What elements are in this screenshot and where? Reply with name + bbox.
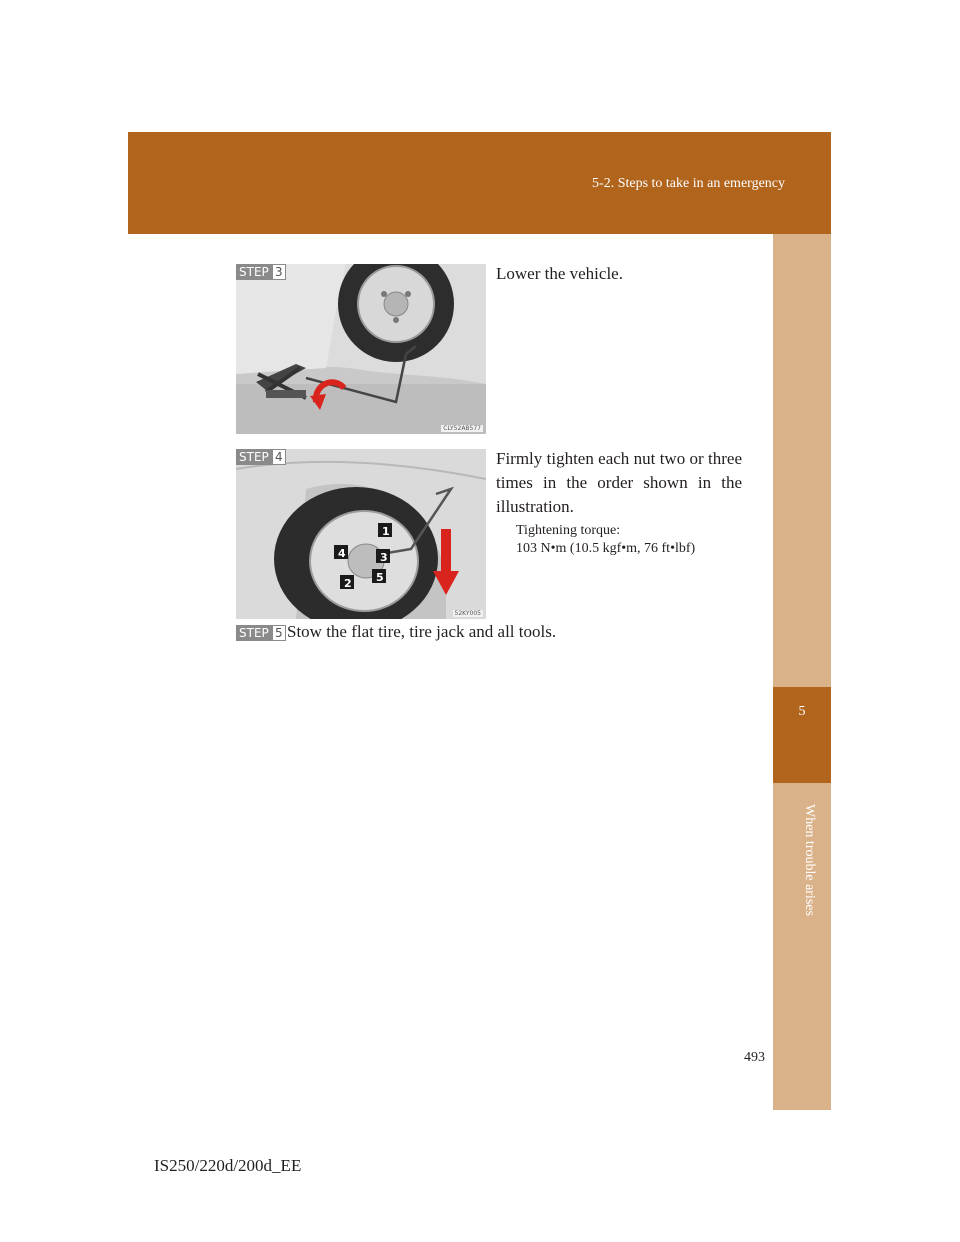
model-footer: IS250/220d/200d_EE (154, 1156, 302, 1175)
step5-badge-number: 5 (272, 625, 286, 641)
step3-badge-word: STEP (236, 264, 272, 280)
section-title: 5-2. Steps to take in an emergency (592, 176, 785, 191)
chapter-number: 5 (798, 704, 806, 719)
lower-vehicle-drawing (236, 264, 486, 434)
step3-instruction: Lower the vehicle. (496, 264, 623, 283)
chapter-side-tab (773, 234, 831, 1110)
step4-instruction: Firmly tighten each nut two or three times in the order shown in the illustration. (496, 449, 742, 516)
step4-figure-code: 52KY005 (454, 610, 481, 617)
tighten-nuts-drawing (236, 449, 486, 619)
step5-badge-word: STEP (236, 625, 272, 641)
page-number: 493 (744, 1050, 765, 1065)
step5-instruction: Stow the flat tire, tire jack and all tools. (287, 622, 557, 641)
chapter-label: When trouble arises (802, 804, 817, 916)
step4-badge-word: STEP (236, 449, 272, 465)
step5-badge (236, 625, 286, 641)
nut-label-5: 5 (376, 571, 384, 584)
torque-label: Tightening torque: (516, 523, 621, 538)
nut-label-1: 1 (382, 525, 390, 538)
tighten-nuts-illustration (236, 449, 486, 619)
step3-figure-code: CLY52AB577 (443, 425, 481, 432)
lower-vehicle-illustration (236, 264, 486, 434)
step3-badge (236, 264, 286, 280)
nut-label-2: 2 (344, 577, 352, 590)
step3-badge-number: 3 (272, 264, 286, 280)
nut-label-3: 3 (380, 551, 388, 564)
header-band (128, 132, 831, 234)
nut-label-4: 4 (338, 547, 346, 560)
step4-badge-number: 4 (272, 449, 286, 465)
chapter-number-block (773, 687, 831, 783)
step4-badge (236, 449, 286, 465)
torque-value: 103 N•m (10.5 kgf•m, 76 ft•lbf) (516, 541, 696, 556)
